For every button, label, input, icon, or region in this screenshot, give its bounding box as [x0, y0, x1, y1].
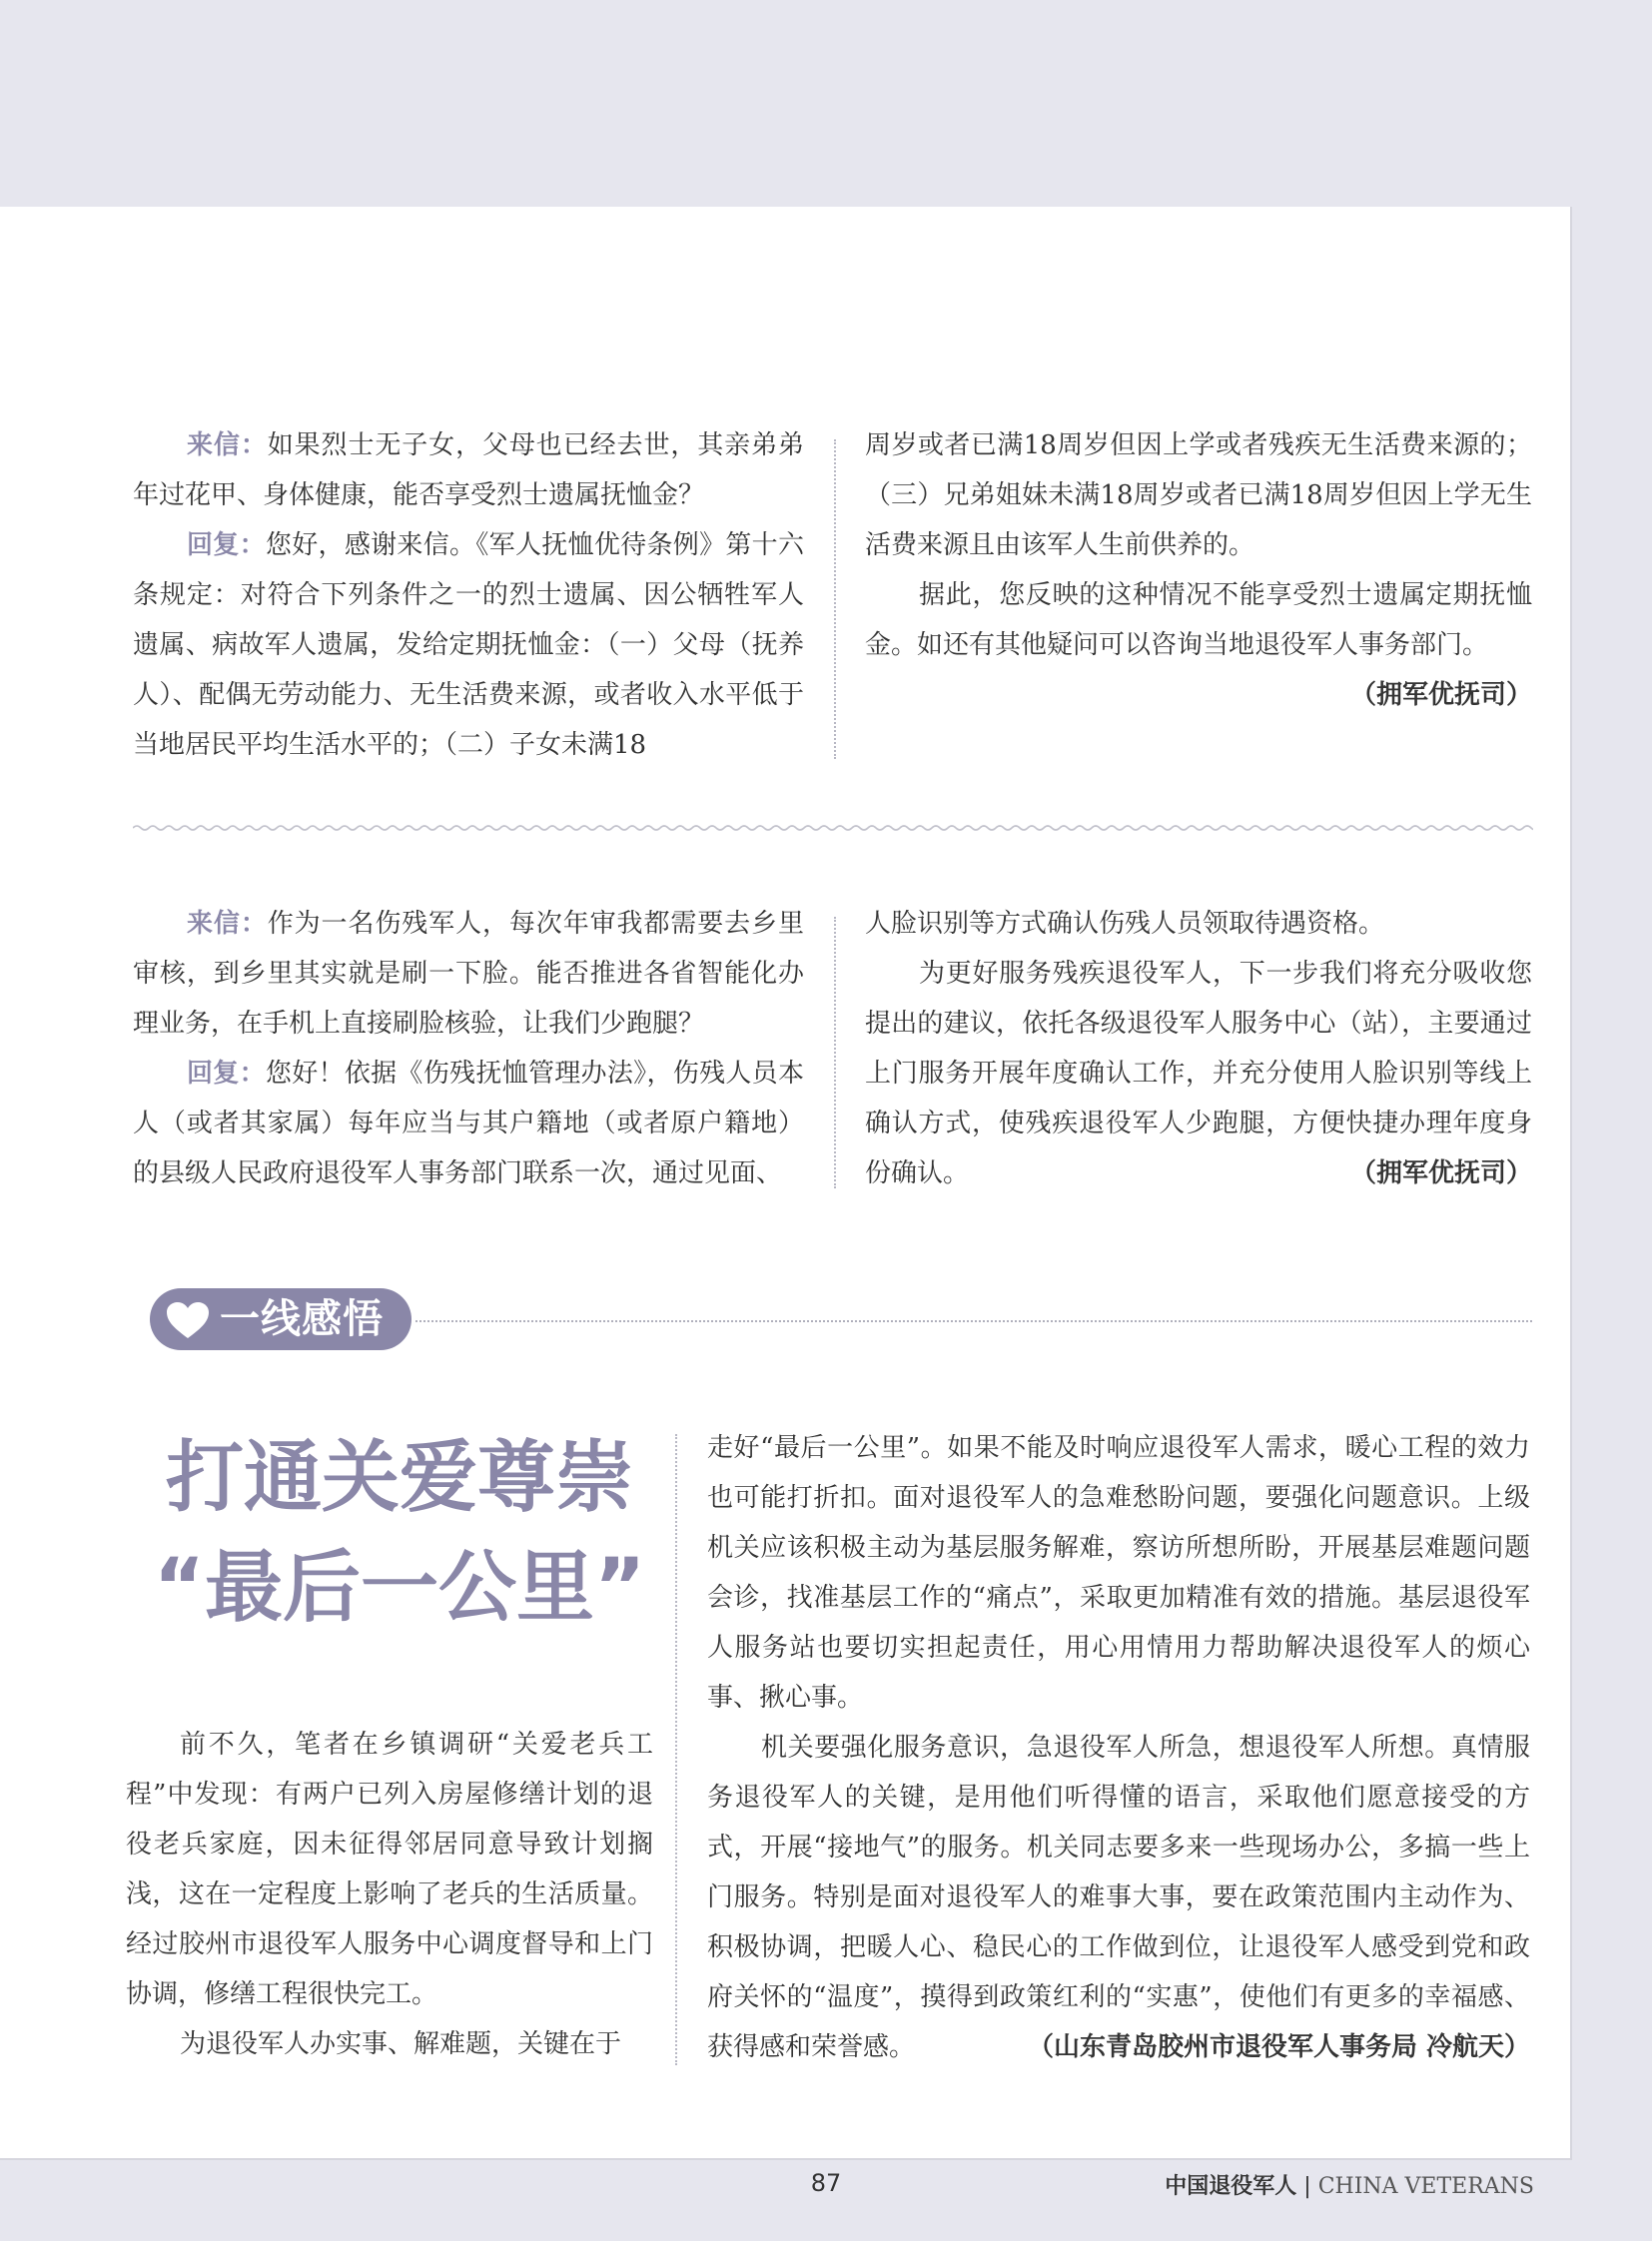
- qa1-right-column: [865, 420, 1532, 720]
- magazine-name: [1165, 2169, 1534, 2200]
- qa1-reply-cont: [865, 420, 1532, 570]
- qa1-reply-text-part1: 您好，感谢来信。《军人抚恤优待条例》第十六条规定：对符合下列条件之一的烈士遗属、因公牺牲军人遗属、病故军人遗属，发给定期抚恤金：（一）父母（抚养人）、配偶无劳动能力、无生活费来源，或者收入水平低于当地居民平均生活水平的；（二）子女未满18: [133, 530, 804, 760]
- qa2-reply-cont: [865, 899, 1532, 949]
- page-number: 87: [810, 2169, 842, 2197]
- article-left-column: [126, 1720, 653, 2069]
- article-title-line2: “最后一公里”: [153, 1543, 646, 1633]
- qa1-signature: （拥军优抚司）: [1349, 680, 1532, 710]
- qa2-signature: （拥军优抚司）: [1349, 1158, 1532, 1188]
- qa1-reply: [133, 520, 804, 770]
- qa2-letter: [133, 899, 804, 1049]
- qa2-reply-label: 回复：: [187, 1059, 266, 1089]
- magazine-separator: |: [1303, 2174, 1311, 2199]
- magazine-name-en: CHINA VETERANS: [1317, 2174, 1534, 2199]
- heart-icon: [166, 1301, 210, 1339]
- qa2-reply-text-part2: 人脸识别等方式确认伤残人员领取待遇资格。: [865, 909, 1385, 939]
- article-para2-start: 为退役军人办实事、解难题，关键在于: [180, 2029, 622, 2059]
- qa1-letter: [133, 420, 804, 520]
- qa1-reply-label: 回复：: [187, 530, 266, 560]
- qa2-reply: [133, 1049, 804, 1198]
- qa2-letter-label: 来信：: [187, 909, 268, 939]
- section-divider-wave: [133, 822, 1533, 834]
- qa1-letter-text: 如果烈士无子女，父母也已经去世，其亲弟弟年过花甲、身体健康，能否享受烈士遗属抚恤金？: [133, 430, 804, 510]
- article-para3: [707, 1723, 1530, 2072]
- qa2-right-column: [865, 899, 1532, 1198]
- article-para2-cont: 走好“最后一公里”。如果不能及时响应退役军人需求，暖心工程的效力也可能打折扣。面对退役军人的急难愁盼问题，要强化问题意识。上级机关应该积极主动为基层服务解难，察访所想所盼，开展基层难题问题会诊，找准基层工作的“痛点”，采取更加精准有效的措施。基层退役军人服务站也要切实担起责任，用心用情用力帮助解决退役军人的烦心事、揪心事。: [707, 1433, 1530, 1713]
- qa1-letter-label: 来信：: [187, 430, 268, 460]
- article-para1: 前不久，笔者在乡镇调研“关爱老兵工程”中发现：有两户已列入房屋修缮计划的退役老兵家庭，因未征得邻居同意导致计划搁浅，这在一定程度上影响了老兵的生活质量。经过胶州市退役军人服务中心调度督导和上门协调，修缮工程很快完工。: [126, 1730, 653, 2009]
- article-title-line1: 打通关爱尊崇: [165, 1433, 633, 1523]
- section-tag-dotted-line: [415, 1320, 1532, 1322]
- section-tag: [150, 1288, 412, 1350]
- qa1-reply-text-part2: 周岁或者已满18周岁但因上学或者残疾无生活费来源的；（三）兄弟姐妹未满18周岁或者已满18周岁但因上学无生活费来源且由该军人生前供养的。: [865, 430, 1532, 560]
- article-para3-text: 机关要强化服务意识，急退役军人所急，想退役军人所想。真情服务退役军人的关键，是用他们听得懂的语言，采取他们愿意接受的方式，开展“接地气”的服务。机关同志要多来一些现场办公，多搞一些上门服务。特别是面对退役军人的难事大事，要在政策范围内主动作为、积极协调，把暖人心、稳民心的工作做到位，让退役军人感受到党和政府关怀的“温度”，摸得到政策红利的“实惠”，使他们有更多的幸福感、获得感和荣誉感。: [707, 1733, 1530, 2062]
- qa1-column-divider: [834, 439, 836, 759]
- qa2-letter-text: 作为一名伤残军人，每次年审我都需要去乡里审核，到乡里其实就是刷一下脸。能否推进各省智能化办理业务，在手机上直接刷脸核验，让我们少跑腿？: [133, 909, 804, 1039]
- article-column-divider: [675, 1434, 677, 2065]
- article-right-column: [707, 1423, 1530, 2072]
- qa2-left-column: [133, 899, 804, 1198]
- qa1-conclusion: 据此，您反映的这种情况不能享受烈士遗属定期抚恤金。如还有其他疑问可以咨询当地退役军人事务部门。: [865, 580, 1532, 660]
- qa2-conclusion: [865, 949, 1532, 1198]
- magazine-name-cn: 中国退役军人: [1165, 2174, 1297, 2199]
- article-signature: （山东青岛胶州市退役军人事务局 冷航天）: [1027, 2032, 1530, 2062]
- qa2-conclusion-text: 为更好服务残疾退役军人，下一步我们将充分吸收您提出的建议，依托各级退役军人服务中心（站），主要通过上门服务开展年度确认工作，并充分使用人脸识别等线上确认方式，使残疾退役军人少跑腿，方便快捷办理年度身份确认。: [865, 959, 1532, 1188]
- section-tag-label: 一线感悟: [220, 1296, 384, 1342]
- qa2-column-divider: [834, 917, 836, 1188]
- qa2-reply-text-part1: 您好！依据《伤残抚恤管理办法》，伤残人员本人（或者其家属）每年应当与其户籍地（或者原户籍地）的县级人民政府退役军人事务部门联系一次，通过见面、: [133, 1059, 804, 1188]
- qa1-left-column: [133, 420, 804, 770]
